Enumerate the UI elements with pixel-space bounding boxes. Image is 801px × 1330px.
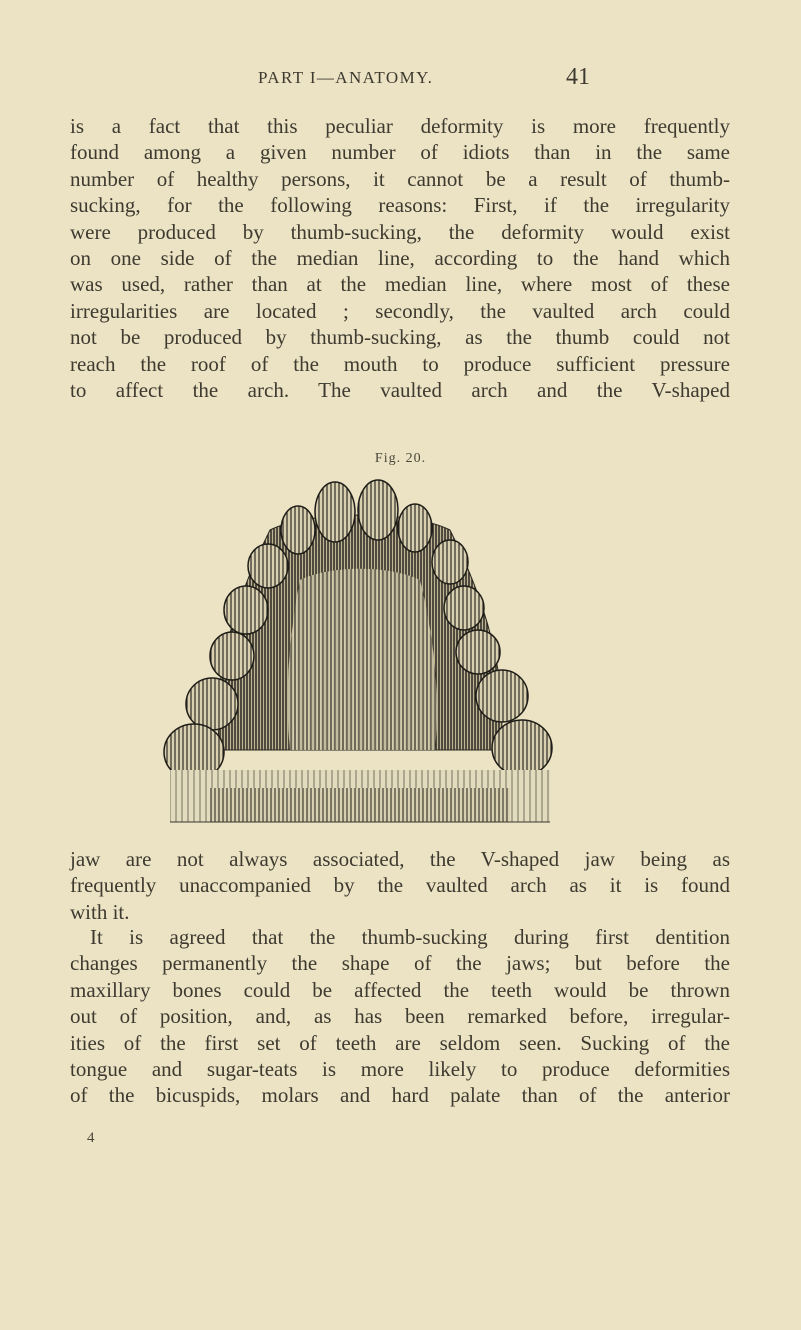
text-line: sucking, for the following reasons: First, if the irregularity bbox=[70, 193, 730, 218]
text-line: on one side of the median line, according to the hand which bbox=[70, 246, 730, 271]
tooth bbox=[492, 720, 552, 776]
tooth bbox=[398, 504, 432, 552]
figure-caption: Fig. 20. bbox=[374, 451, 427, 466]
text-line: is a fact that this peculiar deformity is more frequently bbox=[70, 114, 730, 138]
body-paragraph bbox=[70, 113, 730, 403]
signature-mark: 4 bbox=[87, 1130, 95, 1146]
text-line: frequently unaccompanied by the vaulted arch as it is found bbox=[70, 873, 730, 898]
text-line: with it. bbox=[70, 899, 130, 924]
tooth bbox=[432, 540, 468, 584]
tooth bbox=[248, 544, 288, 588]
running-head bbox=[0, 64, 801, 94]
text-line: tongue and sugar-teats is more likely to produce deformities bbox=[70, 1057, 730, 1082]
text-line: It is agreed that the thumb-sucking during first dentition bbox=[90, 925, 730, 949]
text-line: irregularities are located ; secondly, the vaulted arch could bbox=[70, 298, 730, 323]
body-paragraph bbox=[70, 924, 730, 1109]
tooth bbox=[456, 630, 500, 674]
text-line: reach the roof of the mouth to produce sufficient pressure bbox=[70, 351, 730, 376]
text-line: number of healthy persons, it cannot be a result of thumb- bbox=[70, 166, 730, 191]
text-line: of the bicuspids, molars and hard palate than of the anterior bbox=[70, 1083, 730, 1108]
base-strip-dark bbox=[210, 788, 510, 822]
tooth bbox=[444, 586, 484, 630]
text-line: was used, rather than at the median line, where most of these bbox=[70, 272, 730, 297]
tooth bbox=[224, 586, 268, 634]
page-number: 41 bbox=[566, 64, 590, 90]
text-line: changes permanently the shape of the jaws; but before the bbox=[70, 951, 730, 976]
tooth bbox=[210, 632, 254, 680]
tooth bbox=[281, 506, 315, 554]
tooth bbox=[186, 678, 238, 730]
tooth bbox=[476, 670, 528, 722]
running-title: PART I—ANATOMY. bbox=[258, 68, 434, 87]
text-line: jaw are not always associated, the V-shaped jaw being as bbox=[70, 847, 730, 871]
dental-arch-illustration bbox=[150, 470, 570, 832]
text-line: ities of the first set of teeth are seldom seen. Sucking of the bbox=[70, 1030, 730, 1055]
text-line: out of position, and, as has been remarked before, irregular- bbox=[70, 1004, 730, 1029]
palate-highlight bbox=[288, 569, 437, 750]
body-paragraph bbox=[70, 846, 730, 925]
text-line: were produced by thumb-sucking, the deformity would exist bbox=[70, 219, 730, 244]
tooth bbox=[358, 480, 398, 540]
tooth bbox=[315, 482, 355, 542]
text-line: found among a given number of idiots than in the same bbox=[70, 140, 730, 165]
text-line: not be produced by thumb-sucking, as the thumb could not bbox=[70, 325, 730, 350]
text-line: to affect the arch. The vaulted arch and the V-shaped bbox=[70, 378, 730, 403]
text-line: maxillary bones could be affected the teeth would be thrown bbox=[70, 977, 730, 1002]
